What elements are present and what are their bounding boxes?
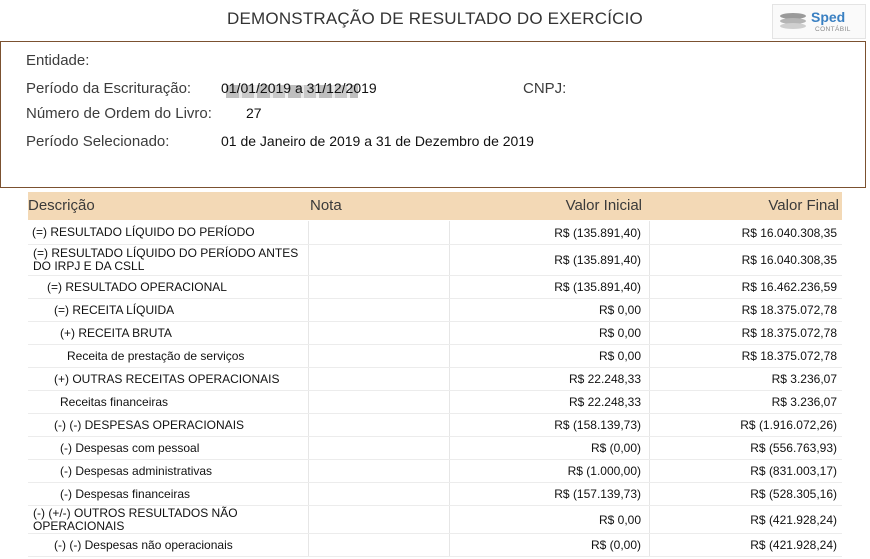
row-valor-final: R$ 16.040.308,35	[649, 245, 842, 275]
row-valor-inicial: R$ (0,00)	[590, 538, 641, 552]
table-row	[28, 276, 842, 299]
sped-logo	[772, 4, 866, 39]
periodo-escrituracao-label: Período da Escrituração:	[26, 80, 192, 97]
row-valor-final: R$ 16.462.236,59	[649, 276, 842, 298]
row-descricao: (-) Despesas administrativas	[60, 463, 213, 478]
table-row	[28, 245, 842, 276]
column-header-nota: Nota	[310, 197, 342, 214]
table-row	[28, 437, 842, 460]
row-nota	[308, 276, 450, 298]
row-valor-inicial: R$ (135.891,40)	[554, 225, 641, 240]
row-nota	[308, 245, 450, 275]
row-nota	[308, 414, 450, 436]
row-valor-final: R$ 18.375.072,78	[649, 299, 842, 321]
report-header	[0, 0, 870, 38]
row-valor-final: R$ 16.040.308,35	[649, 221, 842, 244]
row-valor-inicial: R$ (157.139,73)	[554, 487, 641, 501]
entidade-label: Entidade:	[26, 52, 90, 69]
table-row	[28, 322, 842, 345]
row-descricao: Receitas financeiras	[60, 394, 169, 409]
row-descricao: Receita de prestação de serviços	[67, 348, 245, 363]
row-valor-final: R$ 3.236,07	[649, 391, 842, 413]
row-nota	[308, 391, 450, 413]
row-valor-final: R$ 3.236,07	[649, 368, 842, 390]
row-nota	[308, 506, 450, 533]
row-descricao: (=) RESULTADO LÍQUIDO DO PERÍODO ANTES DO IRPJ E DA CSLL	[33, 246, 299, 273]
table-row	[28, 483, 842, 506]
row-valor-inicial: R$ 0,00	[598, 349, 641, 363]
row-nota	[308, 483, 450, 505]
table-header	[28, 192, 842, 220]
row-nota	[308, 368, 450, 390]
row-valor-final: R$ (831.003,17)	[649, 460, 842, 482]
row-valor-final: R$ (528.305,16)	[649, 483, 842, 505]
report-title: DEMONSTRAÇÃO DE RESULTADO DO EXERCÍCIO	[227, 9, 643, 28]
logo-brand: Sped	[811, 9, 846, 25]
logo-subtitle: CONTÁBIL	[815, 26, 851, 33]
row-descricao: (+) OUTRAS RECEITAS OPERACIONAIS	[54, 371, 280, 386]
sped-swirl-icon	[778, 11, 808, 31]
row-descricao: (-) (-) DESPESAS OPERACIONAIS	[54, 417, 245, 432]
row-descricao: (=) RESULTADO OPERACIONAL	[47, 279, 227, 294]
row-valor-inicial: R$ 0,00	[598, 512, 641, 527]
row-valor-final: R$ 18.375.072,78	[649, 322, 842, 344]
row-nota	[308, 345, 450, 367]
row-nota	[308, 460, 450, 482]
row-valor-inicial: R$ 22.248,33	[568, 372, 641, 386]
row-descricao: (-) Despesas com pessoal	[60, 440, 200, 455]
row-nota	[308, 534, 450, 556]
row-valor-inicial: R$ 22.248,33	[568, 395, 641, 409]
row-nota	[308, 221, 450, 244]
row-valor-final: R$ 18.375.072,78	[649, 345, 842, 367]
numero-ordem-value: 27	[246, 105, 262, 121]
row-valor-inicial: R$ (0,00)	[590, 441, 641, 455]
row-valor-inicial: R$ (135.891,40)	[554, 280, 641, 294]
row-nota	[308, 299, 450, 321]
column-header-descricao: Descrição	[28, 197, 95, 214]
row-valor-inicial: R$ (1.000,00)	[567, 464, 641, 478]
table-row	[28, 368, 842, 391]
row-nota	[308, 437, 450, 459]
periodo-escrituracao-value: 01/01/2019 a 31/12/2019	[221, 80, 377, 96]
row-valor-inicial: R$ (135.891,40)	[554, 253, 641, 267]
row-valor-inicial: R$ (158.139,73)	[554, 418, 641, 432]
row-nota	[308, 322, 450, 344]
column-header-valor-final: Valor Final	[768, 197, 839, 214]
table-row	[28, 221, 842, 245]
row-descricao: (-) Despesas financeiras	[60, 486, 191, 501]
table-row	[28, 299, 842, 322]
column-header-valor-inicial: Valor Inicial	[565, 197, 642, 214]
row-valor-final: R$ (1.916.072,26)	[649, 414, 842, 436]
numero-ordem-label: Número de Ordem do Livro:	[26, 105, 212, 122]
row-valor-final: R$ (421.928,24)	[649, 534, 842, 556]
row-descricao: (-) (-) Despesas não operacionais	[54, 537, 233, 552]
table-row	[28, 345, 842, 368]
row-valor-final: R$ (556.763,93)	[649, 437, 842, 459]
table-row	[28, 534, 842, 557]
table-row	[28, 391, 842, 414]
periodo-selecionado-label: Período Selecionado:	[26, 133, 170, 150]
row-valor-inicial: R$ 0,00	[598, 326, 641, 340]
table-row	[28, 414, 842, 437]
table-row	[28, 506, 842, 534]
table-row	[28, 460, 842, 483]
row-descricao: (-) (+/-) OUTROS RESULTADOS NÃO OPERACIONAIS	[33, 505, 238, 533]
cnpj-label: CNPJ:	[523, 80, 567, 97]
row-descricao: (+) RECEITA BRUTA	[60, 325, 172, 340]
periodo-selecionado-value: 01 de Janeiro de 2019 a 31 de Dezembro de 2019	[221, 133, 534, 149]
row-descricao: (=) RESULTADO LÍQUIDO DO PERÍODO	[32, 225, 255, 239]
row-valor-inicial: R$ 0,00	[598, 303, 641, 317]
entity-info-panel	[0, 41, 866, 188]
row-valor-final: R$ (421.928,24)	[649, 506, 842, 533]
row-descricao: (=) RECEITA LÍQUIDA	[54, 302, 175, 317]
